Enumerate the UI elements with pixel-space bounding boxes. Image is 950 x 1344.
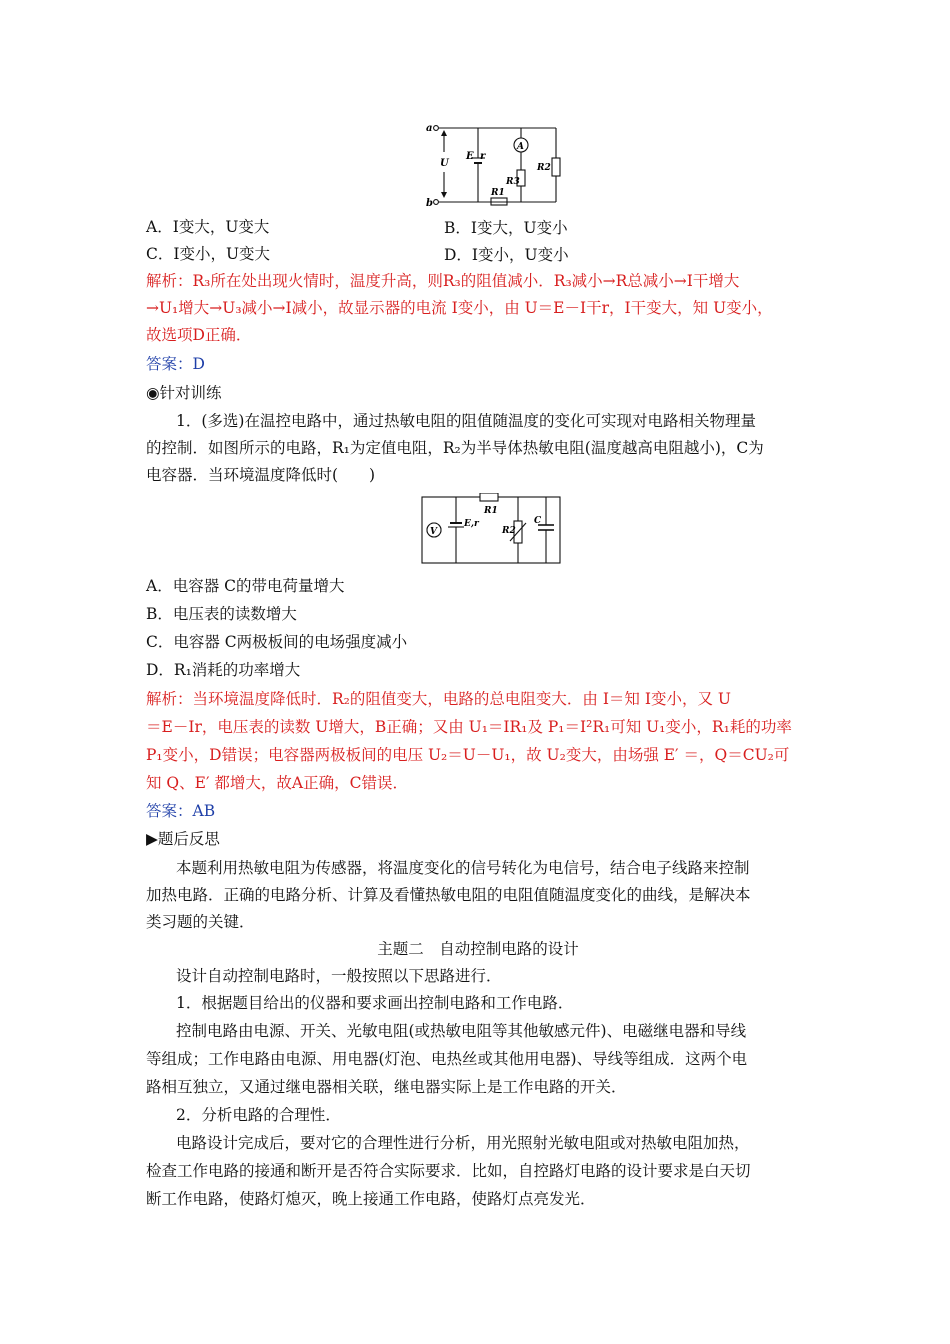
paragraph-line: 1．根据题目给出的仪器和要求画出控制电路和工作电路． bbox=[176, 994, 574, 1012]
label-a: a bbox=[426, 123, 433, 134]
topic-title: 主题二 自动控制电路的设计 bbox=[377, 940, 579, 958]
paragraph-line: 断工作电路，使路灯熄灭，晚上接通工作电路，使路灯点亮发光． bbox=[146, 1190, 596, 1208]
paragraph-line: 等组成；工作电路由电源、用电器(灯泡、电热丝或其他用电器)、导线等组成．这两个电 bbox=[146, 1050, 748, 1068]
circuit-diagram-2 bbox=[418, 493, 566, 569]
question-line: 的控制．如图所示的电路，R₁为定值电阻，R₂为半导体热敏电阻(温度越高电阻越小)，C为 bbox=[146, 439, 764, 457]
paragraph-line: 控制电路由电源、开关、光敏电阻(或热敏电阻等其他敏感元件)、电磁继电器和导线 bbox=[176, 1022, 747, 1040]
section-heading: ◉针对训练 bbox=[146, 384, 222, 402]
answer: 答案：AB bbox=[146, 802, 216, 820]
question-line: 电容器．当环境温度降低时( ) bbox=[146, 466, 376, 484]
practice-option-c: C．电容器 C两极板间的电场强度减小 bbox=[146, 633, 408, 651]
paragraph-line: 类习题的关键． bbox=[146, 913, 255, 931]
paragraph-line: 检查工作电路的接通和断开是否符合实际要求．比如，自控路灯电路的设计要求是白天切 bbox=[146, 1162, 751, 1180]
label-e-r: E,r bbox=[464, 519, 479, 529]
paragraph-line: 路相互独立，又通过继电器相关联，继电器实际上是工作电路的开关． bbox=[146, 1078, 627, 1096]
option-d: D．I变小，U变小 bbox=[444, 246, 569, 264]
paragraph-line: 电路设计完成后，要对它的合理性进行分析，用光照射光敏电阻或对热敏电阻加热， bbox=[176, 1134, 750, 1152]
label-r2: R2 bbox=[502, 526, 516, 536]
circuit-diagram-1 bbox=[420, 118, 570, 210]
option-c: C．I变小，U变大 bbox=[146, 245, 271, 263]
paragraph-line: 2．分析电路的合理性． bbox=[176, 1106, 341, 1124]
paragraph-line: 加热电路．正确的电路分析、计算及看懂热敏电阻的电阻值随温度变化的曲线，是解决本 bbox=[146, 886, 751, 904]
answer: 答案：D bbox=[146, 355, 205, 373]
label-r: r bbox=[480, 151, 486, 162]
option-a: A．I变大，U变大 bbox=[146, 218, 270, 236]
option-b: B．I变大，U变小 bbox=[444, 219, 568, 237]
label-b: b bbox=[426, 198, 433, 209]
practice-option-b: B．电压表的读数增大 bbox=[146, 605, 297, 623]
analysis-line: 知 Q、E′ 都增大，故A正确，C错误． bbox=[146, 774, 408, 792]
practice-option-d: D．R₁消耗的功率增大 bbox=[146, 661, 301, 679]
label-r3: R3 bbox=[506, 177, 520, 187]
label-r1: R1 bbox=[484, 506, 498, 516]
paragraph-line: 本题利用热敏电阻为传感器，将温度变化的信号转化为电信号，结合电子线路来控制 bbox=[176, 859, 750, 877]
ammeter-label: A bbox=[517, 142, 524, 152]
analysis-line: P₁变小，D错误；电容器两极板间的电压 U₂＝U－U₁，故 U₂变大，由场强 E′ ＝，Q＝CU₂可 bbox=[146, 746, 790, 764]
practice-option-a: A．电容器 C的带电荷量增大 bbox=[146, 577, 345, 595]
paragraph-line: 设计自动控制电路时，一般按照以下思路进行． bbox=[176, 967, 502, 985]
label-u: U bbox=[440, 158, 449, 169]
section-heading: ▶题后反思 bbox=[146, 830, 220, 848]
analysis-line: →U₁增大→U₃减小→I减小，故显示器的电流 I变小，由 U＝E－I干r，I干变大，知 U变小， bbox=[146, 299, 773, 317]
label-c: C bbox=[534, 516, 542, 526]
label-r2: R2 bbox=[537, 163, 551, 173]
analysis-line: 解析：R₃所在处出现火情时，温度升高，则R₃的阻值减小．R₃减小→R总减小→I干增大 bbox=[146, 272, 740, 290]
analysis-line: ＝E－Ir，电压表的读数 U增大，B正确；又由 U₁＝IR₁及 P₁＝I²R₁可知 U₁变小，R₁耗的功率 bbox=[146, 718, 792, 736]
question-line: 1．(多选)在温控电路中，通过热敏电阻的阻值随温度的变化可实现对电路相关物理量 bbox=[176, 412, 756, 430]
label-e: E bbox=[466, 151, 474, 162]
analysis-line: 故选项D正确． bbox=[146, 326, 252, 344]
voltmeter-label: V bbox=[430, 527, 437, 537]
label-r1: R1 bbox=[491, 188, 505, 198]
analysis-line: 解析：当环境温度降低时．R₂的阻值变大，电路的总电阻变大．由 I＝知 I变小，又 U bbox=[146, 690, 731, 708]
